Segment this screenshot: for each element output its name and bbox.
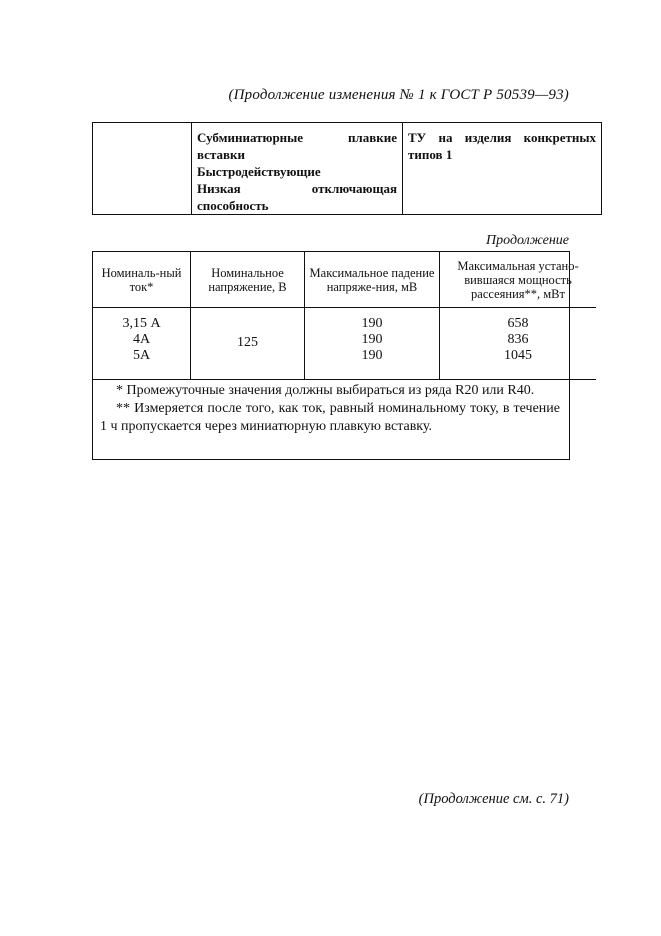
header-rated-current: Номиналь-ный ток* xyxy=(93,252,191,308)
description-line-2: Быстродействующие xyxy=(197,164,321,179)
voltage-value-cell xyxy=(191,308,305,380)
ratings-table xyxy=(93,252,596,380)
classification-reference-cell xyxy=(403,123,602,215)
description-line-3: Низкая отключающая способность xyxy=(197,181,397,213)
footnote-2: ** Измеряется после того, как ток, равный номинальному току, в течение 1 ч пропускается через миниатюрную плавкую вставку. xyxy=(100,401,560,434)
voltage-drop-value: 190 xyxy=(361,348,383,363)
voltage-drop-value: 190 xyxy=(361,332,383,347)
table-header-row xyxy=(93,252,596,308)
reference-text: ТУ на изделия конкретных типов 1 xyxy=(408,130,596,162)
current-value: 5А xyxy=(132,348,151,363)
footnote-1: * Промежуточные значения должны выбираться из ряда R20 или R40. xyxy=(116,383,535,398)
current-value: 3,15 А xyxy=(122,316,161,331)
classification-table xyxy=(92,122,602,215)
power-dissipation-cell xyxy=(440,308,597,380)
voltage-drop-cell xyxy=(305,308,440,380)
header-voltage-drop: Максимальное падение напряже-ния, мВ xyxy=(305,252,440,308)
continuation-label: Продолжение xyxy=(486,233,569,248)
current-values-cell xyxy=(93,308,191,380)
page-header-note: (Продолжение изменения № 1 к ГОСТ Р 50539—93) xyxy=(228,87,569,103)
description-line-1: Субминиатюрные плавкие вставки xyxy=(197,130,397,162)
voltage-value: 125 xyxy=(237,335,258,350)
power-value: 1045 xyxy=(504,348,532,363)
current-value: 4А xyxy=(132,332,151,347)
voltage-drop-value: 190 xyxy=(361,316,383,331)
power-value: 658 xyxy=(507,316,529,331)
page-footer-note: (Продолжение см. с. 71) xyxy=(418,791,569,807)
header-rated-voltage: Номинальное напряжение, В xyxy=(191,252,305,308)
classification-description-cell xyxy=(192,123,403,215)
footnotes xyxy=(100,382,560,436)
classification-empty-cell xyxy=(93,123,192,215)
header-power-dissipation: Максимальная устано-вившаяся мощность рассеяния**, мВт xyxy=(440,252,597,308)
ratings-table-box xyxy=(92,251,579,460)
power-value: 836 xyxy=(507,332,529,347)
table-row xyxy=(93,308,596,380)
